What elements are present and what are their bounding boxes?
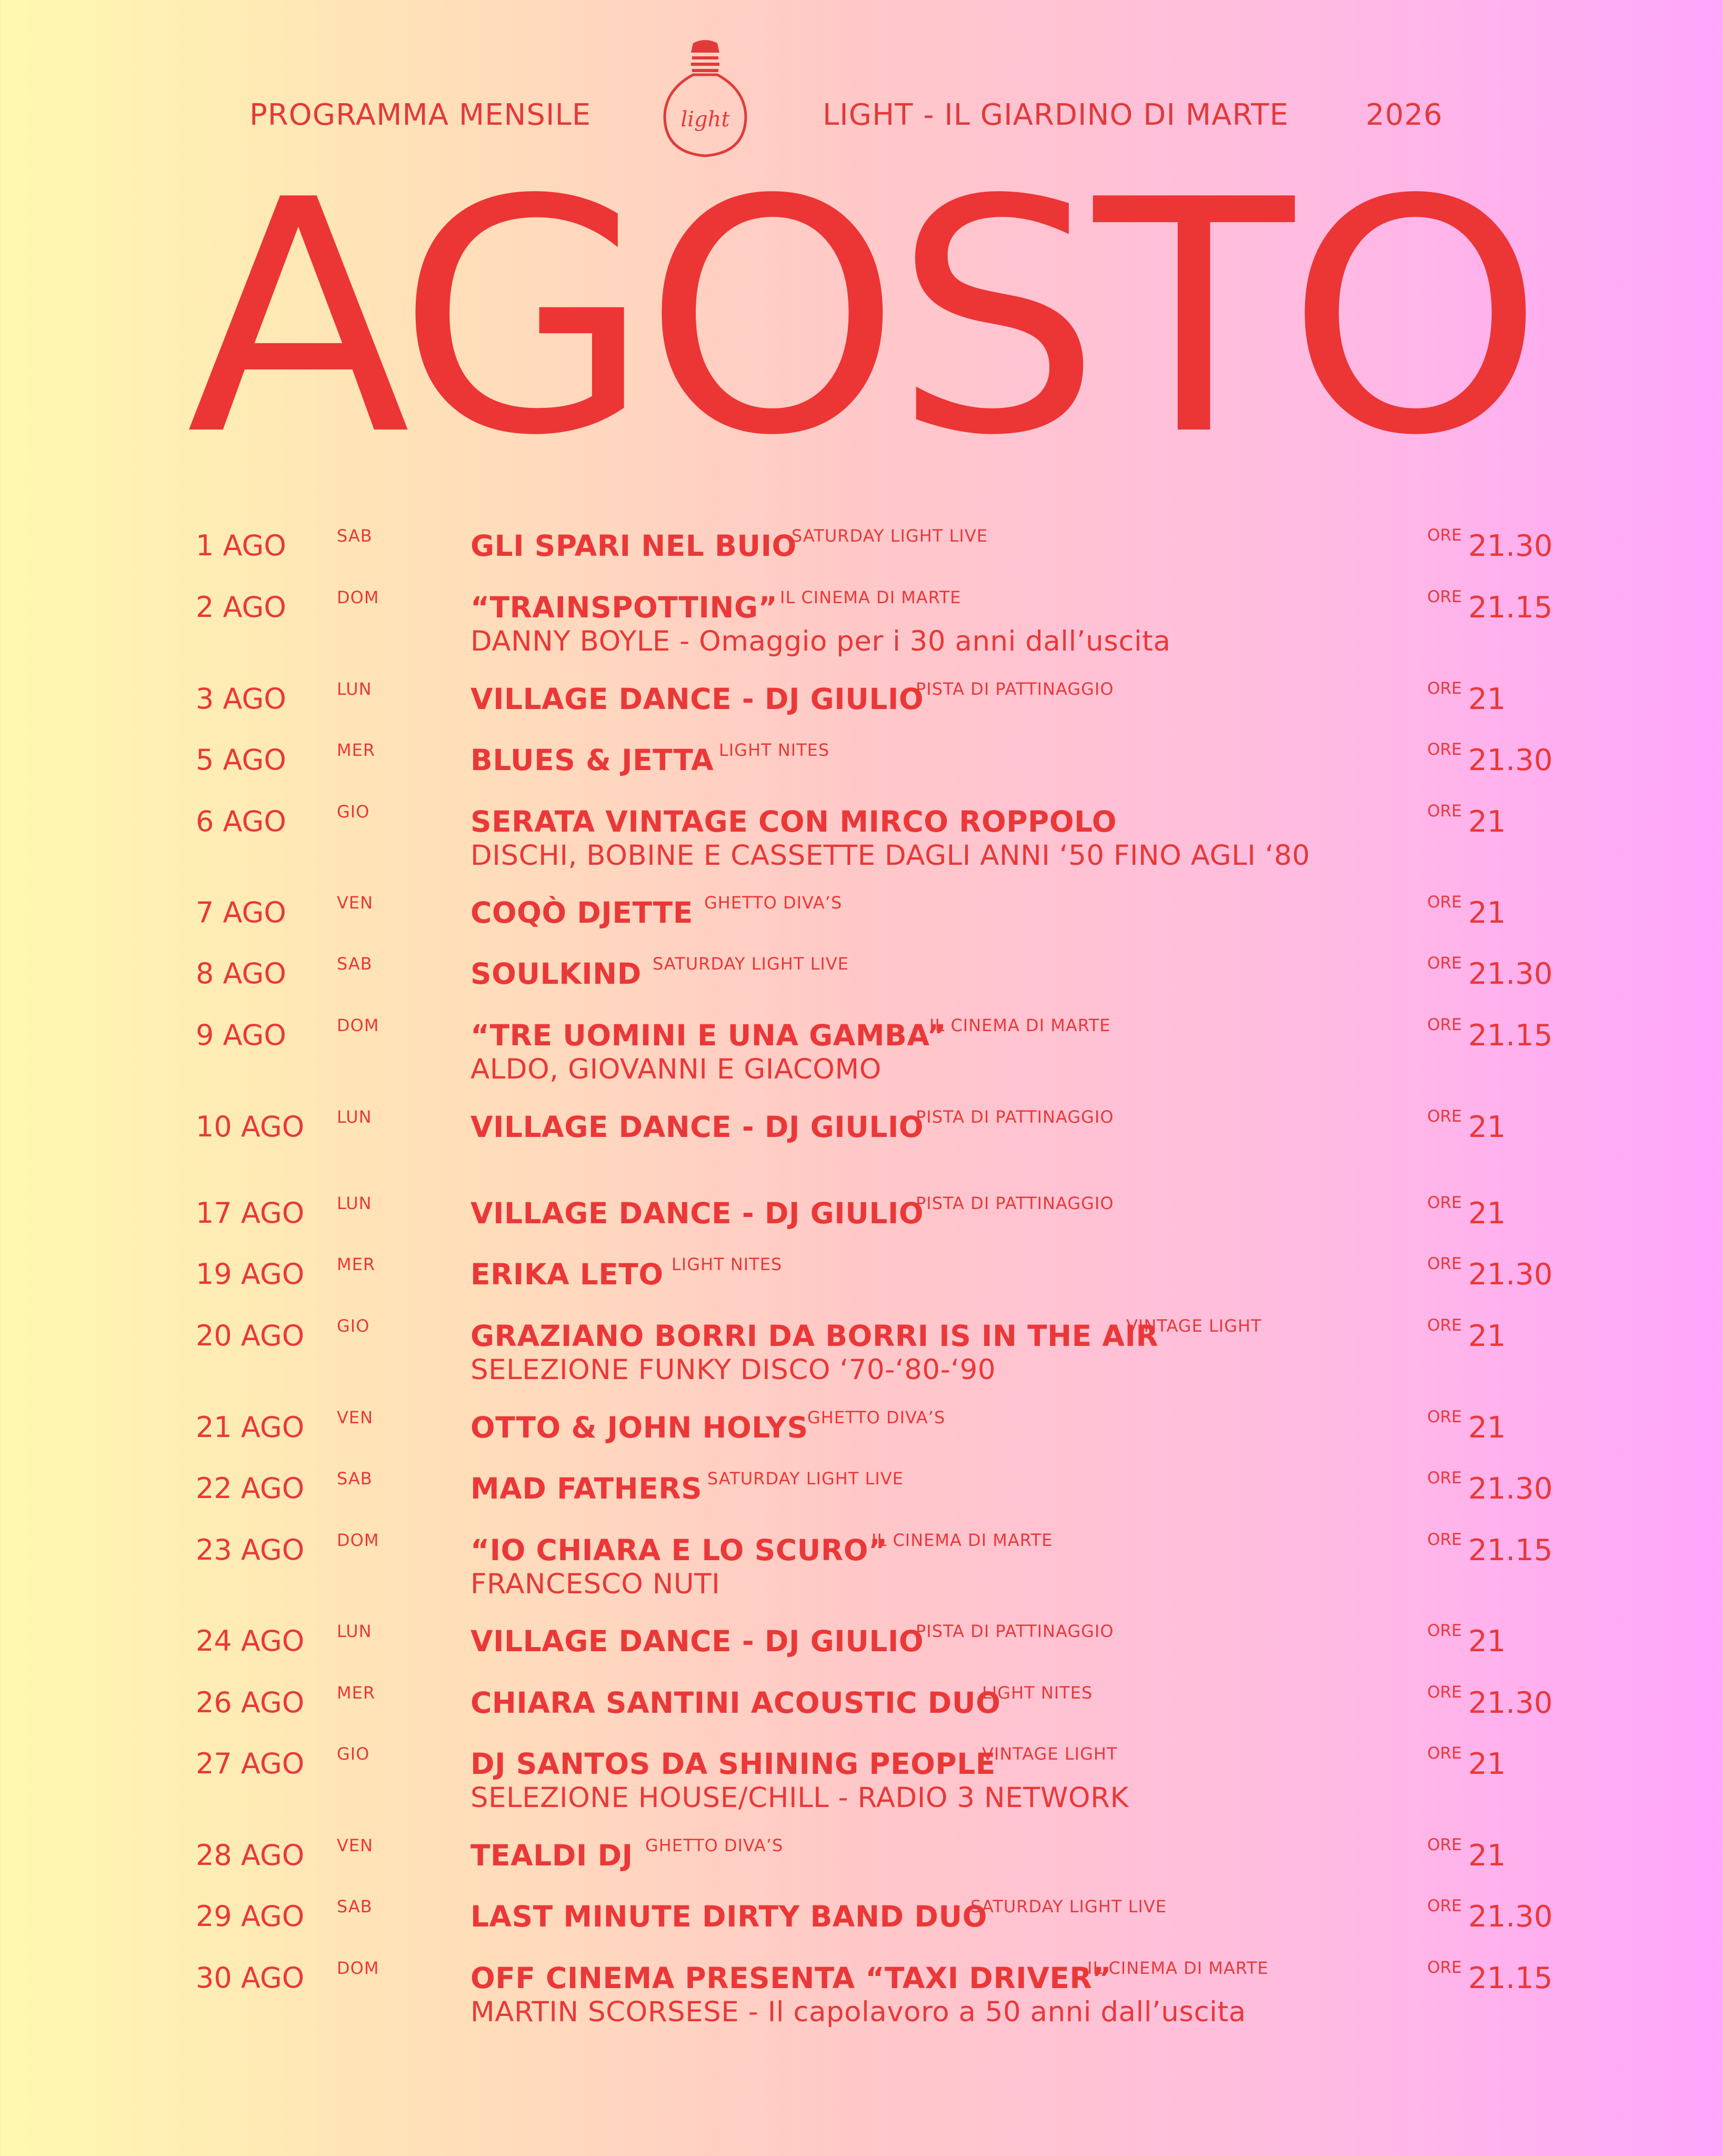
event-series: GHETTO DIVA’S xyxy=(704,893,843,913)
event-title: CHIARA SANTINI ACOUSTIC DUO xyxy=(470,1686,1001,1720)
event-date: 24 AGO xyxy=(196,1624,305,1658)
event-ore-label: ORE xyxy=(1427,893,1462,912)
event-weekday: DOM xyxy=(337,587,379,607)
event-series: GHETTO DIVA’S xyxy=(807,1408,946,1428)
event-ore-label: ORE xyxy=(1427,1408,1462,1426)
event-date: 21 AGO xyxy=(196,1411,305,1444)
event-title: BLUES & JETTA xyxy=(470,743,714,777)
event-date: 20 AGO xyxy=(196,1319,305,1352)
event-row xyxy=(0,1107,1723,1200)
event-title: ERIKA LETO xyxy=(470,1257,664,1291)
event-ore-label: ORE xyxy=(1427,1744,1462,1763)
event-weekday: DOM xyxy=(337,1530,379,1550)
event-series: GHETTO DIVA’S xyxy=(645,1835,784,1855)
event-weekday: VEN xyxy=(337,1408,374,1428)
event-weekday: LUN xyxy=(337,679,372,699)
event-row xyxy=(0,587,1723,680)
event-weekday: SAB xyxy=(337,526,373,546)
event-subtitle: ALDO, GIOVANNI E GIACOMO xyxy=(470,1053,881,1085)
event-time: 21.30 xyxy=(1468,1900,1553,1934)
event-subtitle: SELEZIONE FUNKY DISCO ‘70-‘80-‘90 xyxy=(470,1354,996,1386)
event-time: 21 xyxy=(1468,1110,1506,1144)
event-weekday: VEN xyxy=(337,1835,374,1855)
event-title: VILLAGE DANCE - DJ GIULIO xyxy=(470,1196,924,1230)
event-weekday: GIO xyxy=(337,1316,370,1336)
event-ore-label: ORE xyxy=(1427,587,1462,606)
event-weekday: GIO xyxy=(337,802,370,822)
event-title: VILLAGE DANCE - DJ GIULIO xyxy=(470,1110,924,1144)
event-series: LIGHT NITES xyxy=(719,740,830,760)
event-date: 5 AGO xyxy=(196,743,286,776)
event-ore-label: ORE xyxy=(1427,1530,1462,1549)
event-subtitle: FRANCESCO NUTI xyxy=(470,1568,720,1600)
event-weekday: VEN xyxy=(337,893,374,913)
event-time: 21 xyxy=(1468,1319,1506,1353)
header-venue: LIGHT - IL GIARDINO DI MARTE xyxy=(823,98,1289,132)
event-weekday: SAB xyxy=(337,954,373,974)
event-title: VILLAGE DANCE - DJ GIULIO xyxy=(470,682,924,716)
event-series: LIGHT NITES xyxy=(982,1683,1093,1703)
event-time: 21.30 xyxy=(1468,743,1553,777)
event-series: SATURDAY LIGHT LIVE xyxy=(707,1469,904,1489)
event-time: 21 xyxy=(1468,896,1506,930)
event-title: SERATA VINTAGE CON MIRCO ROPPOLO xyxy=(470,805,1117,839)
event-ore-label: ORE xyxy=(1427,1621,1462,1640)
event-subtitle: SELEZIONE HOUSE/CHILL - RADIO 3 NETWORK xyxy=(470,1782,1129,1814)
event-series: SATURDAY LIGHT LIVE xyxy=(970,1897,1167,1917)
event-date: 30 AGO xyxy=(196,1961,305,1994)
event-time: 21 xyxy=(1468,1624,1506,1659)
event-ore-label: ORE xyxy=(1427,1107,1462,1126)
event-time: 21 xyxy=(1468,1196,1506,1231)
event-ore-label: ORE xyxy=(1427,1193,1462,1212)
event-time: 21.30 xyxy=(1468,529,1553,563)
event-date: 2 AGO xyxy=(196,591,286,624)
event-series: PISTA DI PATTINAGGIO xyxy=(916,679,1114,699)
event-series: SATURDAY LIGHT LIVE xyxy=(792,526,988,546)
event-time: 21.15 xyxy=(1468,1961,1553,1995)
event-time: 21 xyxy=(1468,1411,1506,1445)
event-series: SATURDAY LIGHT LIVE xyxy=(653,954,849,974)
event-date: 29 AGO xyxy=(196,1900,305,1933)
event-weekday: MER xyxy=(337,740,376,760)
event-ore-label: ORE xyxy=(1427,526,1462,545)
event-ore-label: ORE xyxy=(1427,1958,1462,1977)
event-ore-label: ORE xyxy=(1427,1015,1462,1034)
event-date: 7 AGO xyxy=(196,896,286,929)
event-ore-label: ORE xyxy=(1427,1835,1462,1854)
event-series: IL CINEMA DI MARTE xyxy=(929,1015,1111,1035)
event-time: 21.30 xyxy=(1468,1686,1553,1720)
event-ore-label: ORE xyxy=(1427,1897,1462,1915)
event-time: 21 xyxy=(1468,805,1506,839)
event-time: 21.15 xyxy=(1468,1019,1553,1053)
event-series: PISTA DI PATTINAGGIO xyxy=(916,1621,1114,1641)
event-date: 8 AGO xyxy=(196,957,286,990)
event-ore-label: ORE xyxy=(1427,1469,1462,1488)
event-title: COQÒ DJETTE xyxy=(470,896,693,930)
event-time: 21.15 xyxy=(1468,591,1553,625)
event-weekday: LUN xyxy=(337,1621,372,1641)
event-date: 23 AGO xyxy=(196,1533,305,1566)
event-series: IL CINEMA DI MARTE xyxy=(1087,1958,1269,1978)
event-title: DJ SANTOS DA SHINING PEOPLE xyxy=(470,1747,996,1781)
event-row xyxy=(0,1015,1723,1108)
event-time: 21 xyxy=(1468,1747,1506,1781)
event-title: “IO CHIARA E LO SCURO” xyxy=(470,1533,888,1567)
event-time: 21.30 xyxy=(1468,1257,1553,1292)
event-series: VINTAGE LIGHT xyxy=(982,1744,1118,1764)
event-ore-label: ORE xyxy=(1427,1683,1462,1702)
event-time: 21 xyxy=(1468,1839,1506,1873)
event-weekday: LUN xyxy=(337,1193,372,1213)
event-title: GRAZIANO BORRI DA BORRI IS IN THE AIR xyxy=(470,1319,1159,1353)
event-row xyxy=(0,802,1723,894)
event-date: 1 AGO xyxy=(196,529,286,562)
header-program-label: PROGRAMMA MENSILE xyxy=(249,98,592,132)
event-title: GLI SPARI NEL BUIO xyxy=(470,529,797,563)
event-weekday: MER xyxy=(337,1254,376,1274)
event-weekday: DOM xyxy=(337,1015,379,1035)
event-title: “TRE UOMINI E UNA GAMBA” xyxy=(470,1019,947,1052)
event-date: 19 AGO xyxy=(196,1257,305,1291)
event-series: PISTA DI PATTINAGGIO xyxy=(916,1193,1114,1213)
event-ore-label: ORE xyxy=(1427,1316,1462,1335)
event-row xyxy=(0,1744,1723,1836)
event-title: OTTO & JOHN HOLYS xyxy=(470,1411,808,1444)
event-ore-label: ORE xyxy=(1427,954,1462,973)
event-row xyxy=(0,1316,1723,1409)
event-date: 6 AGO xyxy=(196,805,286,838)
event-series: LIGHT NITES xyxy=(672,1254,783,1274)
event-time: 21.30 xyxy=(1468,957,1553,991)
event-title: LAST MINUTE DIRTY BAND DUO xyxy=(470,1900,987,1933)
event-weekday: MER xyxy=(337,1683,376,1703)
event-title: SOULKIND xyxy=(470,957,642,991)
event-weekday: SAB xyxy=(337,1469,373,1489)
event-time: 21.15 xyxy=(1468,1533,1553,1568)
event-title: TEALDI DJ xyxy=(470,1839,633,1872)
event-series: IL CINEMA DI MARTE xyxy=(871,1530,1053,1550)
event-title: VILLAGE DANCE - DJ GIULIO xyxy=(470,1624,924,1658)
event-weekday: GIO xyxy=(337,1744,370,1764)
event-time: 21 xyxy=(1468,682,1506,716)
event-date: 28 AGO xyxy=(196,1839,305,1872)
event-series: VINTAGE LIGHT xyxy=(1126,1316,1262,1336)
logo-text: light xyxy=(680,107,730,132)
event-date: 26 AGO xyxy=(196,1686,305,1719)
event-date: 17 AGO xyxy=(196,1196,305,1230)
event-subtitle: MARTIN SCORSESE - Il capolavoro a 50 anni dall’uscita xyxy=(470,1996,1246,2028)
event-title: “TRAINSPOTTING” xyxy=(470,591,778,624)
event-ore-label: ORE xyxy=(1427,740,1462,759)
event-row xyxy=(0,1530,1723,1623)
event-title: OFF CINEMA PRESENTA “TAXI DRIVER” xyxy=(470,1961,1111,1995)
event-series: IL CINEMA DI MARTE xyxy=(780,587,961,607)
event-ore-label: ORE xyxy=(1427,679,1462,698)
event-title: MAD FATHERS xyxy=(470,1472,703,1505)
event-series: PISTA DI PATTINAGGIO xyxy=(916,1107,1114,1127)
event-weekday: SAB xyxy=(337,1897,373,1917)
month-title: AGOSTO xyxy=(186,132,1537,505)
event-time: 21.30 xyxy=(1468,1472,1553,1506)
event-subtitle: DISCHI, BOBINE E CASSETTE DAGLI ANNI ‘50 FINO AGLI ‘80 xyxy=(470,840,1310,872)
event-row xyxy=(0,1958,1723,2051)
event-date: 22 AGO xyxy=(196,1472,305,1505)
event-ore-label: ORE xyxy=(1427,802,1462,821)
event-subtitle: DANNY BOYLE - Omaggio per i 30 anni dall’uscita xyxy=(470,625,1171,657)
event-date: 27 AGO xyxy=(196,1747,305,1780)
event-ore-label: ORE xyxy=(1427,1254,1462,1273)
header-year: 2026 xyxy=(1366,98,1443,132)
event-date: 3 AGO xyxy=(196,682,286,715)
event-date: 10 AGO xyxy=(196,1110,305,1143)
event-date: 9 AGO xyxy=(196,1019,286,1052)
event-weekday: LUN xyxy=(337,1107,372,1127)
event-weekday: DOM xyxy=(337,1958,379,1978)
